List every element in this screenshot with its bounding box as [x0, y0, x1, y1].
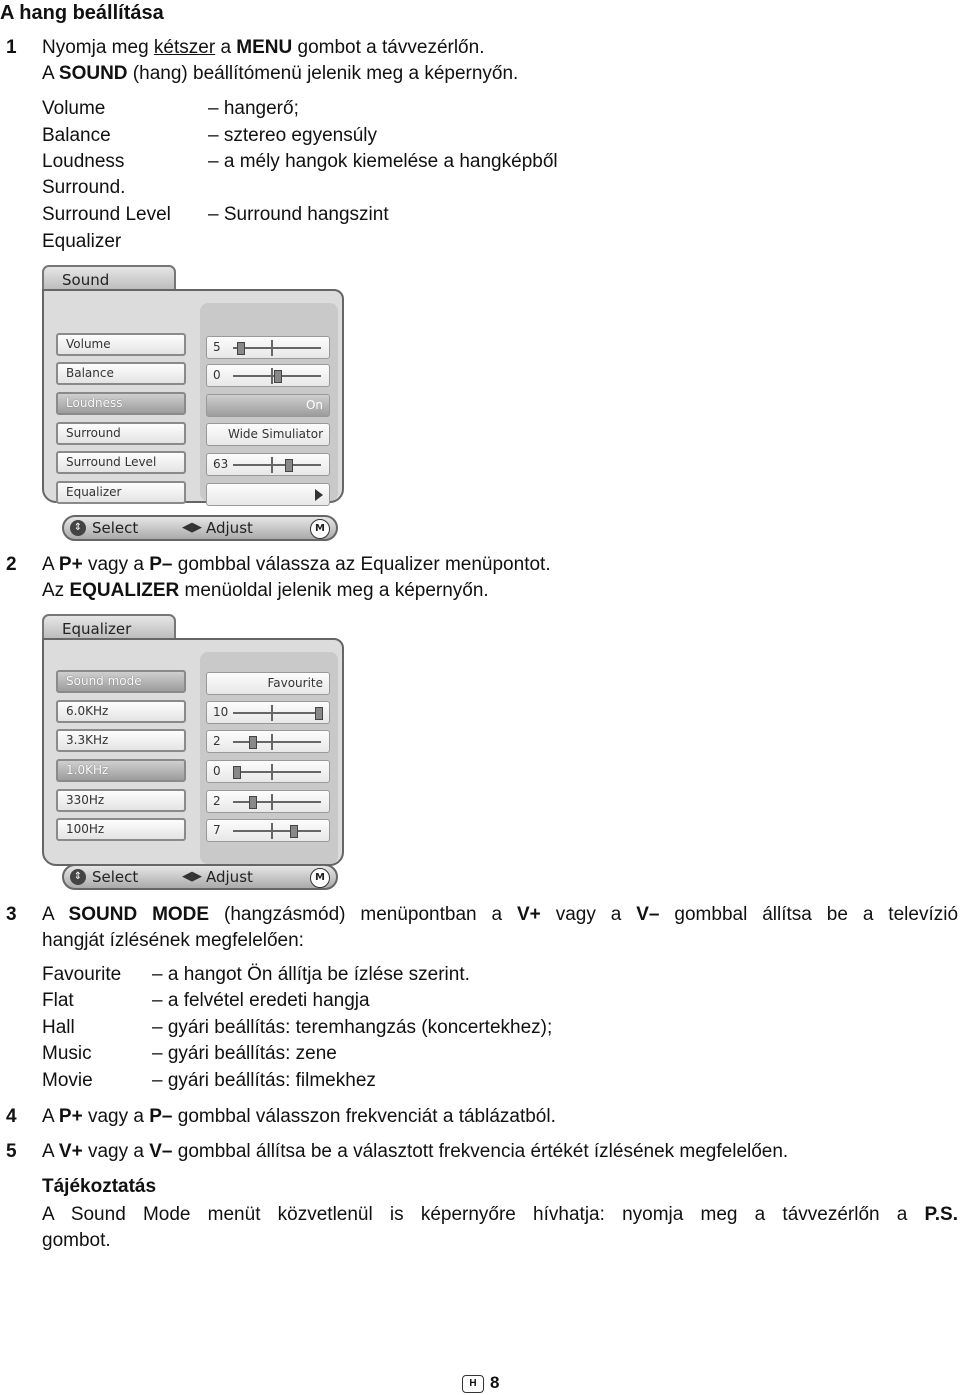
mode-def: – a hangot Ön állítja be ízlése szerint.: [152, 964, 470, 985]
menu-title: Sound: [42, 265, 176, 293]
menu-item-band: 3.3KHz: [56, 729, 186, 752]
sound-mode-value: Favourite: [206, 672, 330, 695]
def-term: Equalizer: [42, 231, 122, 252]
def-text: – sztereo egyensúly: [208, 125, 377, 146]
info-line1: A Sound Mode menüt közvetlenül is képernyőre hívhatja: nyomja meg a távvezérlőn a P.S.: [42, 1204, 958, 1225]
step2-line2: Az EQUALIZER menüoldal jelenik meg a képernyőn.: [42, 580, 489, 601]
equalizer-menu: [42, 614, 346, 892]
mode-def: – gyári beállítás: zene: [152, 1043, 337, 1064]
def-term: Loudness: [42, 151, 125, 172]
up-down-icon: ⇕: [70, 869, 86, 885]
def-term: Surround.: [42, 177, 126, 198]
def-text: – a mély hangok kiemelése a hangképből: [208, 151, 558, 172]
step-number: 2: [6, 554, 17, 575]
step5-text: A V+ vagy a V– gombbal állítsa be a választott frekvencia értékét ízlésének megfelelően.: [42, 1141, 789, 1162]
menu-item-surround-level: Surround Level: [56, 451, 186, 474]
menu-item-sound-mode: Sound mode: [56, 670, 186, 693]
mode-term: Flat: [42, 990, 74, 1011]
menu-key-icon: M: [310, 519, 330, 539]
step-number: 1: [6, 37, 17, 58]
balance-slider: 0: [206, 364, 330, 387]
mode-def: – gyári beállítás: filmekhez: [152, 1070, 376, 1091]
volume-slider: 5: [206, 336, 330, 359]
band-slider: 0: [206, 760, 330, 783]
language-logo-icon: H: [462, 1375, 484, 1393]
menu-item-band: 100Hz: [56, 818, 186, 841]
equalizer-value: [206, 483, 330, 506]
left-right-icon: ◀▶: [182, 520, 202, 535]
mode-term: Movie: [42, 1070, 93, 1091]
def-text: – hangerő;: [208, 98, 299, 119]
info-title: Tájékoztatás: [42, 1176, 157, 1197]
menu-item-loudness: Loudness: [56, 392, 186, 415]
step4-text: A P+ vagy a P– gombbal válasszon frekvenciát a táblázatból.: [42, 1106, 556, 1127]
step-number: 3: [6, 904, 17, 925]
loudness-value: On: [206, 394, 330, 417]
band-slider: 2: [206, 790, 330, 813]
menu-item-surround: Surround: [56, 422, 186, 445]
menu-footer: ⇕ Select ◀▶ Adjust M: [62, 515, 338, 541]
left-right-icon: ◀▶: [182, 869, 202, 884]
menu-item-volume: Volume: [56, 333, 186, 356]
def-term: Surround Level: [42, 204, 171, 225]
arrow-right-icon: [315, 489, 323, 501]
sound-menu: [42, 265, 346, 541]
band-slider: 2: [206, 730, 330, 753]
def-term: Balance: [42, 125, 111, 146]
menu-item-balance: Balance: [56, 362, 186, 385]
menu-item-band: 1.0KHz: [56, 759, 186, 782]
step3-line1: A SOUND MODE (hangzásmód) menüpontban a V+ vagy a V– gombbal állítsa be a televízió: [42, 904, 959, 925]
page-number: H 8: [462, 1373, 499, 1393]
surround-level-slider: 63: [206, 453, 330, 476]
menu-footer: ⇕ Select ◀▶ Adjust M: [62, 864, 338, 890]
step3-line2: hangját ízlésének megfelelően:: [42, 930, 304, 951]
menu-title: Equalizer: [42, 614, 176, 642]
menu-frame: [42, 638, 344, 866]
menu-item-band: 6.0KHz: [56, 700, 186, 723]
page-heading: A hang beállítása: [0, 2, 164, 24]
info-line2: gombot.: [42, 1230, 111, 1251]
def-term: Volume: [42, 98, 106, 119]
surround-value: Wide Simuliator: [206, 423, 330, 446]
step-number: 4: [6, 1106, 17, 1127]
band-slider: 7: [206, 819, 330, 842]
up-down-icon: ⇕: [70, 520, 86, 536]
mode-def: – a felvétel eredeti hangja: [152, 990, 370, 1011]
def-text: – Surround hangszint: [208, 204, 389, 225]
band-slider: 10: [206, 701, 330, 724]
menu-frame: [42, 289, 344, 503]
mode-term: Music: [42, 1043, 92, 1064]
mode-term: Favourite: [42, 964, 122, 985]
mode-def: – gyári beállítás: teremhangzás (koncertekhez);: [152, 1017, 553, 1038]
menu-item-equalizer: Equalizer: [56, 481, 186, 504]
menu-item-band: 330Hz: [56, 789, 186, 812]
step2-line1: A P+ vagy a P– gombbal válassza az Equalizer menüpontot.: [42, 554, 551, 575]
step1-line2: A SOUND (hang) beállítómenü jelenik meg a képernyőn.: [42, 63, 519, 84]
menu-key-icon: M: [310, 868, 330, 888]
step1-line1: Nyomja meg kétszer a MENU gombot a távvezérlőn.: [42, 37, 485, 58]
mode-term: Hall: [42, 1017, 75, 1038]
step-number: 5: [6, 1141, 17, 1162]
